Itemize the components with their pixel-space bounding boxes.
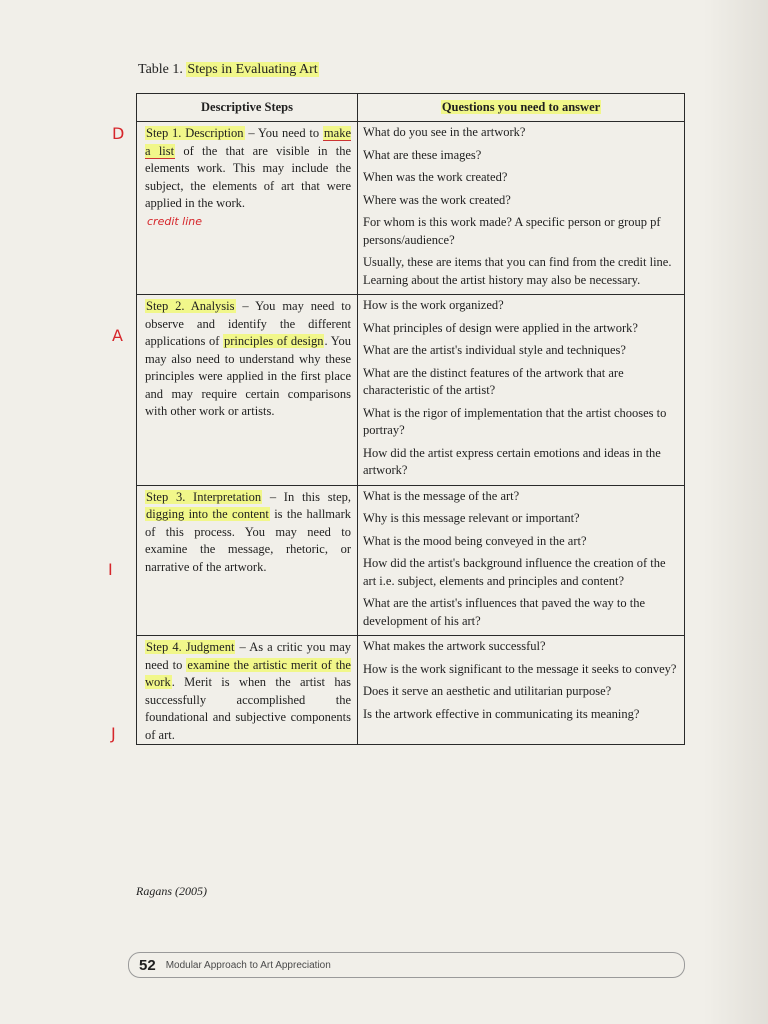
step-3-description-cell [137, 485, 358, 636]
book-title: Modular Approach to Art Appreciation [165, 959, 331, 971]
question-item: Does it serve an aesthetic and utilitarian purpose? [363, 684, 612, 698]
table-row-step-4 [137, 636, 685, 745]
step-1-handwritten-note: credit line [147, 214, 203, 228]
question-item: What principles of design were applied in the artwork? [363, 320, 638, 335]
step-2-questions-cell [358, 295, 685, 486]
header-questions-text: Questions you need to answer [441, 99, 601, 114]
page-edge-shadow [704, 0, 768, 1024]
margin-mark-step-4: J [111, 724, 116, 743]
margin-mark-step-1: D [112, 124, 125, 143]
step-3-title: Step 3. Interpretation [146, 489, 262, 504]
question-item: Is the artwork effective in communicating its meaning? [363, 706, 640, 721]
step-2-text-b: . You may also need to understand why these principles were applied in the first place and may require certain comparisons with other work or artists. [145, 334, 351, 418]
steps-table [136, 93, 685, 745]
table-title [138, 62, 319, 78]
step-2-title: Step 2. Analysis [146, 299, 235, 313]
question-item: Where was the work created? [363, 192, 511, 207]
page-footer [128, 952, 685, 978]
question-item: What is the mood being conveyed in the art? [363, 533, 587, 548]
question-item: What are the artist's influences that paved the way to the development of his art? [363, 596, 646, 628]
question-item: How is the work organized? [363, 298, 504, 312]
step-1-text-a: – You need to [244, 126, 323, 140]
step-1-text-b: of the that are visible in the elements work. This may include the subject, the elements of art that were applied in the work. [145, 143, 351, 210]
question-item: What are the artist's individual style and techniques? [363, 343, 626, 357]
source-citation: Ragans (2005) [136, 884, 207, 898]
step-1-title: Step 1. Description [146, 126, 244, 140]
question-item: What makes the artwork successful? [363, 639, 546, 653]
step-4-description-cell [137, 636, 358, 745]
question-item: Usually, these are items that you can find from the credit line. Learning about the artist history may also be necessary. [363, 255, 672, 287]
margin-mark-step-2: A [112, 326, 123, 345]
page-number: 52 [139, 956, 156, 974]
question-item: What are the distinct features of the artwork that are characteristic of the artist? [363, 365, 624, 397]
question-item: For whom is this work made? A specific person or group pf persons/audience? [363, 215, 661, 247]
table-row-step-2 [137, 295, 685, 486]
step-1-description-cell [137, 122, 358, 295]
step-3-text-highlight: digging into the content [146, 507, 269, 521]
step-4-title: Step 4. Judgment [146, 640, 235, 654]
table-row-step-3 [137, 485, 685, 636]
question-item: What is the message of the art? [363, 488, 520, 503]
step-4-text-b: . Merit is when the artist has successfully accomplished the foundational and subjective components of art. [145, 675, 351, 742]
table-title-highlight: Steps in Evaluating Art [187, 62, 318, 77]
step-4-questions-cell [358, 636, 685, 745]
question-item: What is the rigor of implementation that the artist chooses to portray? [363, 405, 667, 437]
question-item: How is the work significant to the message it seeks to convey? [363, 661, 677, 676]
question-item: What do you see in the artwork? [363, 125, 526, 139]
question-item: When was the work created? [363, 170, 508, 184]
margin-mark-step-3: I [108, 560, 113, 579]
question-item: What are these images? [363, 147, 482, 162]
step-4-text-highlight: examine the artistic merit of the work [145, 657, 351, 689]
step-2-description-cell [137, 295, 358, 486]
step-1-text-highlight: make a list [145, 126, 351, 158]
table-row-step-1 [137, 122, 685, 295]
question-item: Why is this message relevant or important? [363, 511, 580, 525]
step-2-text-highlight: principles of design [223, 334, 324, 348]
question-item: How did the artist express certain emotions and ideas in the artwork? [363, 445, 661, 477]
question-item: How did the artist's background influence the creation of the art i.e. subject, elements and principles and content? [363, 556, 666, 588]
step-4-text-a: – As a critic you may need to [145, 640, 351, 672]
step-3-questions-cell [358, 485, 685, 636]
header-descriptive-steps: Descriptive Steps [137, 94, 358, 122]
step-1-questions-cell [358, 122, 685, 295]
header-questions [358, 94, 685, 122]
table-title-prefix: Table 1. [138, 62, 183, 77]
step-2-text-a: – You may need to observe and identify the different applications of [145, 299, 351, 348]
step-3-text-b: is the hallmark of this process. You may need to examine the message, rhetoric, or narrative of the artwork. [145, 507, 351, 574]
step-3-text-a: – In this step, [262, 489, 352, 504]
table-header-row [137, 94, 685, 122]
